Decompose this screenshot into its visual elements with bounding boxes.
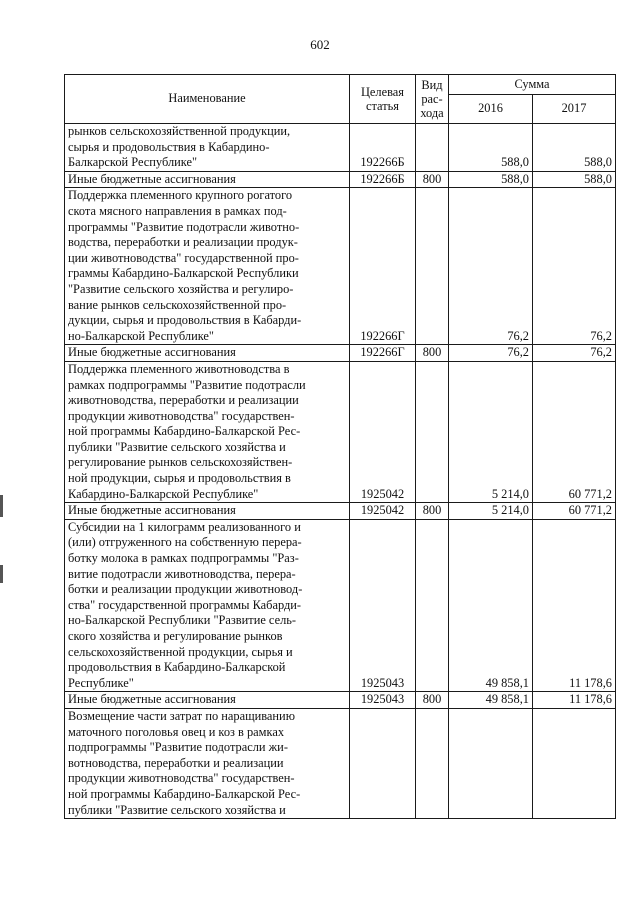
row-name — [65, 188, 350, 345]
header-year-2017: 2017 — [533, 95, 616, 124]
row-kind — [416, 124, 449, 172]
row-value-2017: 60 771,2 — [533, 361, 616, 502]
header-year-2016: 2016 — [449, 95, 533, 124]
budget-table — [64, 74, 616, 819]
row-name-line: ского хозяйства и регулирование рынков — [68, 629, 283, 643]
row-name-line: продовольствия в Кабардино-Балкарской — [68, 660, 286, 675]
row-name-line: Возмещение части затрат по наращиванию — [68, 708, 295, 723]
row-name-line: сырья и продовольствия в Кабардино- — [68, 139, 270, 154]
row-name — [65, 361, 350, 502]
row-value-2017: 588,0 — [533, 124, 616, 172]
header-sum: Сумма — [449, 75, 616, 95]
row-name-line: ной продукции, сырья и продовольствия в — [68, 471, 291, 486]
table-row — [65, 124, 616, 172]
row-name — [65, 692, 350, 709]
table-body — [65, 124, 616, 819]
header-code — [350, 75, 416, 124]
row-name-line: продукции животноводства" государствен- — [68, 771, 295, 786]
row-name-line: подпрограммы "Развитие подотрасли жи- — [68, 740, 288, 755]
row-kind — [416, 708, 449, 818]
table-row — [65, 171, 616, 188]
scan-edge-mark — [0, 565, 3, 583]
row-name-line: витие подотрасли животноводства, перера- — [68, 566, 296, 581]
row-value-2016: 588,0 — [449, 124, 533, 172]
row-name — [65, 503, 350, 520]
row-kind: 800 — [416, 503, 449, 520]
header-kind-line: Вид — [421, 78, 443, 92]
row-name-line: программы "Развитие подотрасли животно- — [68, 219, 300, 234]
row-name-line: регулирование рынков сельскохозяйствен- — [68, 455, 293, 470]
row-code: 192266Б — [350, 171, 416, 188]
row-name-line: ной программы Кабардино-Балкарской Рес- — [68, 424, 301, 439]
row-kind: 800 — [416, 692, 449, 709]
row-name — [65, 171, 350, 188]
row-value-2017: 76,2 — [533, 345, 616, 362]
row-value-2017: 76,2 — [533, 188, 616, 345]
row-name-line: ной программы Кабардино-Балкарской Рес- — [68, 786, 301, 801]
row-code: 1925043 — [350, 519, 416, 692]
row-name-line: "Развитие сельского хозяйства и регулиро- — [68, 281, 294, 296]
row-name-line: Иные бюджетные ассигнования — [68, 692, 236, 707]
row-name-line: ботки и реализации продукции животновод- — [68, 582, 303, 597]
header-name: Наименование — [65, 75, 350, 124]
table-row — [65, 519, 616, 692]
table-row — [65, 692, 616, 709]
row-value-2017: 60 771,2 — [533, 503, 616, 520]
row-name-line: Субсидии на 1 килограмм реализованного и — [68, 519, 301, 534]
table-row — [65, 708, 616, 818]
row-name-line: Иные бюджетные ассигнования — [68, 171, 236, 186]
header-kind-line: хода — [420, 106, 444, 120]
row-value-2016: 76,2 — [449, 188, 533, 345]
scan-edge-mark — [0, 495, 3, 517]
row-name-line: ства" государственной программы Кабарди- — [68, 597, 302, 612]
row-value-2016: 49 858,1 — [449, 692, 533, 709]
row-code: 192266Г — [350, 188, 416, 345]
row-code: 192266Б — [350, 124, 416, 172]
row-value-2017: 11 178,6 — [533, 692, 616, 709]
row-name-line: скота мясного направления в рамках под- — [68, 203, 287, 218]
row-name-line: граммы Кабардино-Балкарской Республики — [68, 266, 299, 281]
row-value-2016: 588,0 — [449, 171, 533, 188]
row-value-2017 — [533, 708, 616, 818]
row-name-line: Балкарской Республике" — [68, 155, 198, 170]
row-name-line: Кабардино-Балкарской Республике" — [68, 486, 259, 501]
row-name-line: сельскохозяйственной продукции, сырья и — [68, 644, 293, 659]
row-code: 1925043 — [350, 692, 416, 709]
row-name-line: Поддержка племенного крупного рогатого — [68, 188, 293, 203]
row-name-line: рынков сельскохозяйственной продукции, — [68, 124, 291, 138]
row-code: 192266Г — [350, 345, 416, 362]
row-value-2016: 5 214,0 — [449, 361, 533, 502]
row-name-line: водства, переработки и реализации продук- — [68, 235, 298, 250]
row-kind — [416, 519, 449, 692]
table-row — [65, 503, 616, 520]
row-value-2016: 76,2 — [449, 345, 533, 362]
row-name-line: Республике" — [68, 675, 134, 690]
row-name-line: продукции животноводства" государствен- — [68, 408, 295, 423]
row-name — [65, 519, 350, 692]
row-name-line: (или) отгруженного на собственную перера- — [68, 535, 302, 550]
row-name-line: но-Балкарской Республике" — [68, 328, 214, 343]
row-name-line: но-Балкарской Республики "Развитие сель- — [68, 613, 297, 628]
row-name — [65, 708, 350, 818]
row-kind: 800 — [416, 345, 449, 362]
header-kind — [416, 75, 449, 124]
row-name-line: ции животноводства" государственной про- — [68, 250, 299, 265]
row-kind — [416, 188, 449, 345]
row-name-line: Поддержка племенного животноводства в — [68, 361, 290, 376]
row-value-2017: 588,0 — [533, 171, 616, 188]
table-row — [65, 345, 616, 362]
row-code — [350, 708, 416, 818]
header-code-line: Целевая — [360, 85, 405, 99]
row-code: 1925042 — [350, 361, 416, 502]
row-name — [65, 124, 350, 172]
header-kind-line: рас- — [421, 92, 443, 106]
row-value-2016 — [449, 708, 533, 818]
row-name-line: публики "Развитие сельского хозяйства и — [68, 439, 286, 454]
row-name-line: публики "Развитие сельского хозяйства и — [68, 802, 286, 817]
page-number: 602 — [310, 37, 330, 52]
row-name-line: Иные бюджетные ассигнования — [68, 503, 236, 518]
row-value-2016: 5 214,0 — [449, 503, 533, 520]
row-name-line: рамках подпрограммы "Развитие подотрасли — [68, 377, 306, 392]
row-kind — [416, 361, 449, 502]
row-kind: 800 — [416, 171, 449, 188]
row-name-line: животноводства, переработки и реализации — [68, 393, 299, 408]
row-name-line: Иные бюджетные ассигнования — [68, 345, 236, 360]
row-code: 1925042 — [350, 503, 416, 520]
table-row — [65, 361, 616, 502]
row-name-line: ботку молока в рамках подпрограммы "Раз- — [68, 551, 299, 566]
row-name-line: вотноводства, переработки и реализации — [68, 755, 284, 770]
row-value-2016: 49 858,1 — [449, 519, 533, 692]
row-name-line: вание рынков сельскохозяйственной про- — [68, 297, 287, 312]
header-code-line: статья — [365, 99, 399, 113]
row-name-line: дукции, сырья и продовольствия в Кабарди- — [68, 313, 302, 328]
row-value-2017: 11 178,6 — [533, 519, 616, 692]
row-name — [65, 345, 350, 362]
table-row — [65, 188, 616, 345]
row-name-line: маточного поголовья овец и коз в рамках — [68, 724, 285, 739]
